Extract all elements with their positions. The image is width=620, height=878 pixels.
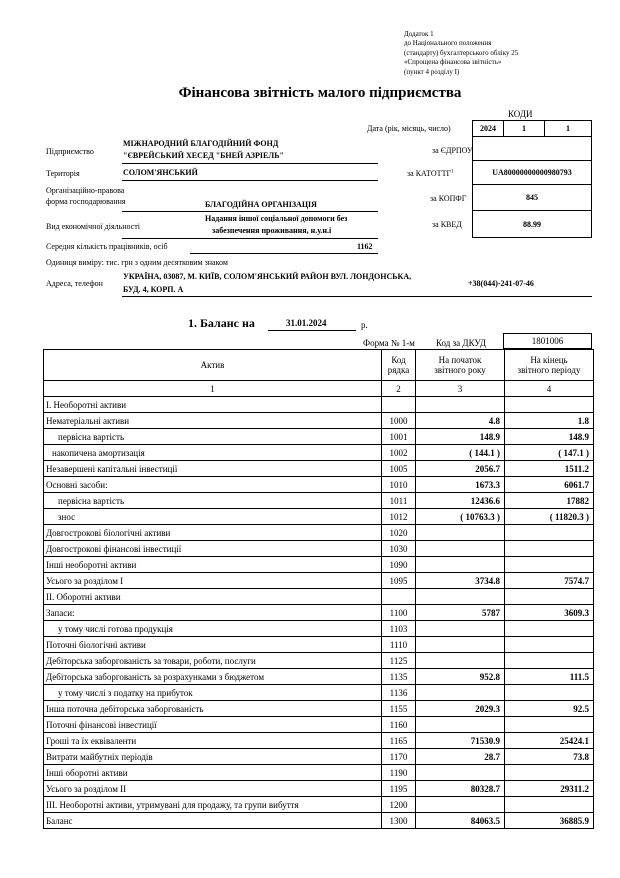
form-label: Форма № 1-м [363,338,415,348]
header-code-line2: рядка [387,365,410,375]
appendix-note [404,30,518,77]
row-end-value [505,685,594,701]
row-end-value: 36885.9 [505,813,594,829]
row-start-value [416,621,505,637]
row-end-value: ( 11820.3 ) [505,509,594,525]
appendix-line: (пункт 4 розділу I) [404,67,460,76]
kopfg-label: за КОПФГ [430,194,467,203]
row-start-value: ( 10763.3 ) [416,509,505,525]
row-end-value: 25424.1 [505,733,594,749]
codes-label: КОДИ [508,109,533,119]
activity-line2: забезпечення проживання, н.у.н.і [212,226,332,235]
row-start-value [416,397,505,413]
table-row [44,589,594,605]
row-start-value [416,717,505,733]
row-start-value [416,589,505,605]
row-start-value [416,653,505,669]
table-row [44,461,594,477]
appendix-line: «Спрощена фінансова звітність» [404,58,502,67]
row-end-value: 3609.3 [505,605,594,621]
row-end-value [505,525,594,541]
row-end-value: 6061.7 [505,477,594,493]
row-code: 1110 [382,637,416,653]
row-start-value [416,557,505,573]
row-start-value [416,797,505,813]
territory-label: Територія [46,169,80,178]
row-name: Нематеріальні активи [44,413,382,429]
activity-label: Вид економічної діяльності [46,222,141,231]
address-line2: БУД. 4, КОРП. А [123,285,184,294]
row-end-value [505,637,594,653]
row-name: знос [44,509,382,525]
row-name: первісна вартість [44,493,382,509]
row-code: 1010 [382,477,416,493]
col-num: 3 [416,381,505,397]
row-end-value: 1511.2 [505,461,594,477]
row-name: Довгострокові біологічні активи [44,525,382,541]
appendix-line: Додаток 1 [404,30,434,38]
row-end-value: 29311.2 [505,781,594,797]
row-code: 1155 [382,701,416,717]
date-day: 1 [544,120,592,137]
row-code: 1030 [382,541,416,557]
row-start-value: 84063.5 [416,813,505,829]
row-start-value: 1673.3 [416,477,505,493]
row-code: 1005 [382,461,416,477]
header-asset: Актив [44,350,382,381]
row-start-value: 2029.3 [416,701,505,717]
enterprise-underline [122,163,378,164]
row-code [382,397,416,413]
dkud-value: 1801006 [503,333,592,349]
row-start-value: 28.7 [416,749,505,765]
header-end-line1: На кінець [530,355,568,365]
date-label: Дата (рік, місяць, число) [367,124,451,133]
row-code: 1103 [382,621,416,637]
row-start-value: 148.9 [416,429,505,445]
row-start-value [416,525,505,541]
row-name: Довгострокові фінансові інвестиції [44,541,382,557]
table-row [44,765,594,781]
employees-label: Середня кількість працівників, осіб [46,242,168,251]
table-row [44,685,594,701]
activity-underline [122,238,378,239]
row-code: 1000 [382,413,416,429]
row-code: 1090 [382,557,416,573]
balance-date-underline [268,330,356,331]
table-row [44,493,594,509]
row-code: 1160 [382,717,416,733]
table-row [44,637,594,653]
address-underline [122,296,592,297]
row-end-value: 17882 [505,493,594,509]
table-row [44,605,594,621]
table-row [44,413,594,429]
table-row [44,509,594,525]
row-start-value [416,541,505,557]
header-code-line1: Код [391,355,406,365]
col-num: 1 [44,381,382,397]
row-end-value [505,557,594,573]
row-end-value: ( 147.1 ) [505,445,594,461]
table-row [44,621,594,637]
row-code: 1170 [382,749,416,765]
row-end-value [505,717,594,733]
header-start-line2: звітного року [434,365,486,375]
row-start-value: 80328.7 [416,781,505,797]
row-code: 1011 [382,493,416,509]
row-end-value: 148.9 [505,429,594,445]
table-row [44,429,594,445]
row-name: накопичена амортизація [44,445,382,461]
row-start-value: 71530.9 [416,733,505,749]
row-end-value: 92.5 [505,701,594,717]
row-end-value [505,397,594,413]
row-name: Витрати майбутніх періодів [44,749,382,765]
table-row [44,653,594,669]
row-end-value: 73.8 [505,749,594,765]
row-start-value: ( 144.1 ) [416,445,505,461]
row-start-value: 5787 [416,605,505,621]
row-name: Поточні біологічні активи [44,637,382,653]
table-row [44,477,594,493]
appendix-line: до Національного положення [404,39,492,48]
row-name: Інші оборотні активи [44,765,382,781]
row-name: I. Необоротні активи [44,397,382,413]
row-end-value [505,621,594,637]
table-row [44,557,594,573]
row-code: 1195 [382,781,416,797]
row-end-value [505,797,594,813]
row-end-value [505,589,594,605]
kopfg-value: 845 [472,184,592,211]
row-start-value: 2056.7 [416,461,505,477]
row-code: 1136 [382,685,416,701]
kved-label: за КВЕД [432,220,462,229]
table-row [44,445,594,461]
table-row [44,541,594,557]
table-row [44,733,594,749]
row-name: Дебіторська заборгованість за розрахунками з бюджетом [44,669,382,685]
kved-value: 88.99 [472,210,592,238]
unit-label: Одиниця виміру: тис. грн з одним десятковим знаком [46,258,228,267]
territory-value: СОЛОМ'ЯНСЬКИЙ [123,168,198,177]
table-row [44,701,594,717]
row-code: 1095 [382,573,416,589]
employees-value: 1162 [357,242,373,251]
row-code: 1020 [382,525,416,541]
balance-date-suffix: р. [361,320,368,330]
row-name: III. Необоротні активи, утримувані для продажу, та групи вибуття [44,797,382,813]
address-line1: УКРАЇНА, 03087, М. КИЇВ, СОЛОМ'ЯНСЬКИЙ РАЙОН ВУЛ. ЛОНДОНСЬКА, [123,272,412,281]
date-month: 1 [503,120,545,137]
codes-header-cell [472,104,592,120]
row-start-value [416,637,505,653]
col-num: 2 [382,381,416,397]
balance-table [43,349,594,829]
table-row [44,525,594,541]
row-end-value: 1.8 [505,413,594,429]
org-form-value: БЛАГОДІЙНА ОРГАНІЗАЦІЯ [205,200,317,209]
table-row [44,717,594,733]
row-start-value: 3734.8 [416,573,505,589]
katottg-label-text: за КАТОТТГ [407,169,452,178]
katottg-footnote: 1 [451,169,454,175]
row-start-value [416,685,505,701]
table-row [44,397,594,413]
header-code [382,350,416,381]
org-form-underline [122,211,378,212]
row-end-value [505,765,594,781]
balance-body [44,397,594,829]
row-name: у тому числі готова продукція [44,621,382,637]
col-num: 4 [505,381,594,397]
dkud-label: Код за ДКУД [436,338,486,348]
territory-underline [122,180,378,181]
row-name: II. Оборотні активи [44,589,382,605]
row-end-value [505,653,594,669]
column-number-row [44,381,594,397]
row-start-value: 4.8 [416,413,505,429]
row-start-value [416,765,505,781]
row-name: Основні засоби: [44,477,382,493]
row-code: 1200 [382,797,416,813]
header-end [505,350,594,381]
row-start-value: 12436.6 [416,493,505,509]
org-form-label-line2: форма господарювання [46,197,126,206]
edrpou-label: за ЄДРПОУ [432,146,473,155]
employees-underline [190,253,378,254]
row-name: Усього за розділом I [44,573,382,589]
row-code: 1165 [382,733,416,749]
header-start-line1: На початок [438,355,482,365]
table-row [44,749,594,765]
row-code: 1135 [382,669,416,685]
row-name: Інші необоротні активи [44,557,382,573]
org-form-label-line1: Організаційно-правова [46,186,125,195]
header-start [416,350,505,381]
row-code [382,589,416,605]
row-name: Усього за розділом II [44,781,382,797]
row-name: Гроші та їх еквіваленти [44,733,382,749]
table-row [44,669,594,685]
page-title: Фінансова звітність малого підприємства [178,85,462,101]
row-end-value: 7574.7 [505,573,594,589]
edrpou-value [472,136,592,161]
table-row [44,573,594,589]
address-label: Адреса, телефон [46,279,103,288]
row-end-value: 111.5 [505,669,594,685]
row-code: 1300 [382,813,416,829]
balance-date: 31.01.2024 [286,318,327,328]
row-name: Запаси: [44,605,382,621]
row-start-value: 952.8 [416,669,505,685]
row-name: Інша поточна дебіторська заборгованість [44,701,382,717]
phone-value: +38(044)-241-07-46 [468,279,534,288]
row-name: Незавершені капітальні інвестиції [44,461,382,477]
row-code: 1100 [382,605,416,621]
table-row [44,797,594,813]
enterprise-name-line1: МІЖНАРОДНИЙ БЛАГОДІЙНИЙ ФОНД [123,139,279,148]
table-row [44,781,594,797]
enterprise-name-line2: "ЄВРЕЙСЬКИЙ ХЕСЕД "БНЕЙ АЗРІЕЛЬ" [123,151,284,160]
row-name: Дебіторська заборгованість за товари, роботи, послуги [44,653,382,669]
date-year: 2024 [472,120,504,137]
enterprise-label: Підприємство [46,147,94,156]
table-row [44,813,594,829]
row-name: Поточні фінансові інвестиції [44,717,382,733]
activity-line1: Надання іншої соціальної допомоги без [205,214,348,223]
row-name: первісна вартість [44,429,382,445]
balance-title-text: 1. Баланс на [188,316,255,330]
balance-title [188,316,255,331]
row-code: 1001 [382,429,416,445]
katottg-label [407,169,454,178]
row-code: 1125 [382,653,416,669]
row-name: у тому числі з податку на прибуток [44,685,382,701]
row-code: 1190 [382,765,416,781]
katottg-value: UA80000000000980793 [472,160,592,185]
row-code: 1002 [382,445,416,461]
row-name: Баланс [44,813,382,829]
header-end-line2: звітного періоду [517,365,581,375]
appendix-line: (стандарту) бухгалтерського обліку 25 [404,48,519,57]
table-header-row [44,350,594,381]
row-end-value [505,541,594,557]
row-code: 1012 [382,509,416,525]
